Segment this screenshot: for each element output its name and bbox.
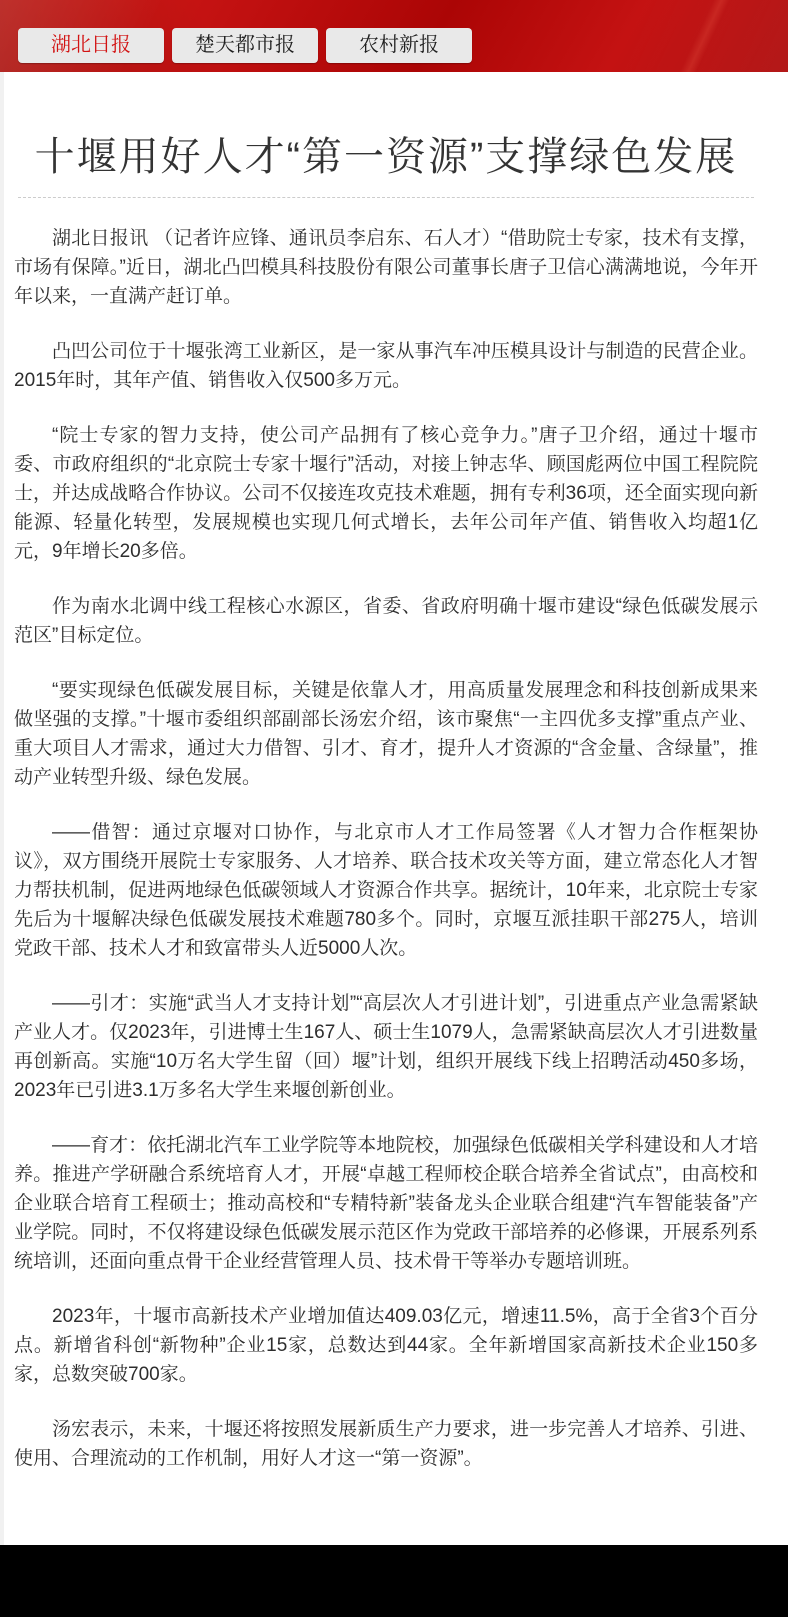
article-paragraph: 汤宏表示，未来，十堰还将按照发展新质生产力要求，进一步完善人才培养、引进、使用、合理流动的工作机制，用好人才这一“第一资源”。 (14, 1419, 758, 1469)
article-paragraph: “院士专家的智力支持，使公司产品拥有了核心竞争力。”唐子卫介绍，通过十堰市委、市政府组织的“北京院士专家十堰行”活动，对接上钟志华、顾国彪两位中国工程院院士，并达成战略合作协议。公司不仅接连攻克技术难题，拥有专利36项，还全面实现向新能源、轻量化转型，发展规模也实现几何式增长，去年公司年产值、销售收入均超1亿元，9年增长20多倍。 (14, 425, 758, 562)
article (0, 72, 788, 1545)
article-paragraph: 湖北日报讯 （记者许应锋、通讯员李启东、石人才）“借助院士专家，技术有支撑，市场有保障。”近日，湖北凸凹模具科技股份有限公司董事长唐子卫信心满满地说，今年开年以来，一直满产赶订单。 (14, 228, 758, 307)
article-paragraph: ——引才：实施“武当人才支持计划”“高层次人才引进计划”，引进重点产业急需紧缺产业人才。仅2023年，引进博士生167人、硕士生1079人，急需紧缺高层次人才引进数量再创新高。实施“10万名大学生留（回）堰”计划，组织开展线下线上招聘活动450多场，2023年已引进3.1万多名大学生来堰创新创业。 (14, 993, 758, 1101)
tab-rural-new-news[interactable]: 农村新报 (326, 28, 472, 63)
article-paragraph: 凸凹公司位于十堰张湾工业新区，是一家从事汽车冲压模具设计与制造的民营企业。2015年时，其年产值、销售收入仅500多万元。 (14, 341, 758, 391)
tab-chutian-metropolis-daily[interactable]: 楚天都市报 (172, 28, 318, 63)
article-paragraph: ——育才：依托湖北汽车工业学院等本地院校，加强绿色低碳相关学科建设和人才培养。推进产学研融合系统培育人才，开展“卓越工程师校企联合培养全省试点”，由高校和企业联合培育工程硕士；推动高校和“专精特新”装备龙头企业联合组建“汽车智能装备”产业学院。同时，不仅将建设绿色低碳发展示范区作为党政干部培养的必修课，开展系列系统培训，还面向重点骨干企业经营管理人员、技术骨干等举办专题培训班。 (14, 1135, 758, 1272)
article-paragraph: ——借智：通过京堰对口协作，与北京市人才工作局签署《人才智力合作框架协议》，双方围绕开展院士专家服务、人才培养、联合技术攻关等方面，建立常态化人才智力帮扶机制，促进两地绿色低碳领域人才资源合作共享。据统计，10年来，北京院士专家先后为十堰解决绿色低碳发展技术难题780多个。同时，京堰互派挂职干部275人，培训党政干部、技术人才和致富带头人近5000人次。 (14, 822, 758, 959)
article-paragraph: “要实现绿色低碳发展目标，关键是依靠人才，用高质量发展理念和科技创新成果来做坚强的支撑。”十堰市委组织部副部长汤宏介绍，该市聚焦“一主四优多支撑”重点产业、重大项目人才需求，通过大力借智、引才、育才，提升人才资源的“含金量、含绿量”，推动产业转型升级、绿色发展。 (14, 680, 758, 788)
title-divider (18, 197, 754, 198)
tab-hubei-daily[interactable]: 湖北日报 (18, 28, 164, 63)
newspaper-tabs (0, 0, 788, 63)
article-paragraph: 作为南水北调中线工程核心水源区，省委、省政府明确十堰市建设“绿色低碳发展示范区”目标定位。 (14, 596, 758, 646)
site-header (0, 0, 788, 72)
page-footer (0, 1545, 788, 1617)
article-paragraph: 2023年，十堰市高新技术产业增加值达409.03亿元，增速11.5%，高于全省3个百分点。新增省科创“新物种”企业15家，总数达到44家。全年新增国家高新技术企业150多家，总数突破700家。 (14, 1306, 758, 1385)
article-title: 十堰用好人才“第一资源”支撑绿色发展 (34, 135, 738, 179)
